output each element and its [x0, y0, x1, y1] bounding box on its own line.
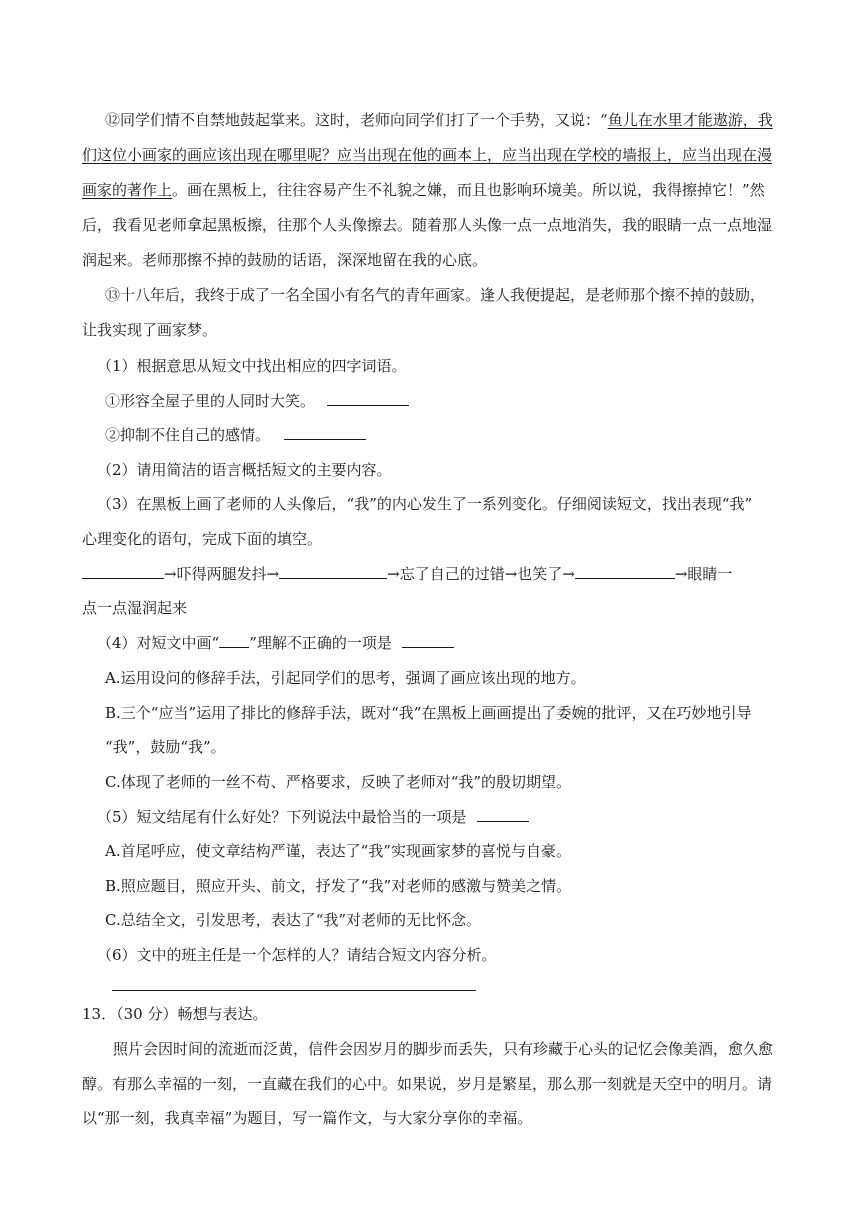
- question-5-option-c: C.总结全文，引发思考，表达了“我”对老师的无比怀念。: [105, 911, 482, 929]
- section-13-line1: 照片会因时间的流逝而泛黄，信件会因岁月的脚步而丢失，只有珍藏于心头的记忆会像美酒，愈久愈: [113, 1040, 774, 1058]
- para13-line1: ⑬十八年后，我终于成了一名全国小有名气的青年画家。逢人我便提起，是老师那个擦不掉的鼓励，: [105, 286, 766, 304]
- question-3-line1: （3）在黑板上画了老师的人头像后，“我”的内心发生了一系列变化。仔细阅读短文，找出表现“我”: [97, 495, 753, 513]
- para12-line4: 后，我看见老师拿起黑板擦，往那个人头像擦去。随着那人头像一点一点地消失，我的眼睛一点一点地湿: [82, 216, 773, 234]
- underlined-quote: 画家的著作上: [82, 181, 173, 199]
- para12-line5: 润起来。老师那擦不掉的鼓励的话语，深深地留在我的心底。: [82, 251, 488, 269]
- section-13-line3: 以“那一刻，我真幸福”为题目，写一篇作文，与大家分享你的幸福。: [82, 1109, 533, 1127]
- section-13-line2: 醇。有那么幸福的一刻，一直藏在我们的心中。如果说，岁月是繁星，那么那一刻就是天空中的明月。请: [82, 1075, 773, 1093]
- para13-line2: 让我实现了画家梦。: [82, 321, 218, 339]
- question-3-chain: →吓得两腿发抖→ →忘了自己的过错→也笑了→ →眼睛一: [82, 564, 732, 584]
- section-13-heading: 13．（30 分）畅想与表达。: [82, 1005, 268, 1023]
- question-1a: ①形容全屋子里的人同时大笑。: [105, 391, 409, 411]
- question-2: （2）请用简洁的语言概括短文的主要内容。: [97, 461, 392, 479]
- para12-line3: 画家的著作上。画在黑板上，往往容易产生不礼貌之嫌，而且也影响环境美。所以说，我得擦掉它！”然: [82, 181, 765, 199]
- question-5-option-b: B.照应题目，照应开头、前文，抒发了“我”对老师的感激与赞美之情。: [105, 877, 572, 895]
- underlined-quote: 鱼儿在水里才能遨游，我: [607, 111, 773, 129]
- answer-blank[interactable]: [279, 564, 387, 579]
- answer-blank[interactable]: [327, 391, 409, 406]
- answer-blank[interactable]: [477, 807, 529, 822]
- answer-blank[interactable]: [82, 564, 164, 579]
- inline-underline-mark: [219, 633, 249, 648]
- question-1b: ②抑制不住自己的感情。: [105, 425, 366, 445]
- question-5-option-a: A.首尾呼应，使文章结构严谨，表达了“我”实现画家梦的喜悦与自豪。: [105, 842, 571, 860]
- answer-line[interactable]: [112, 990, 476, 991]
- answer-blank[interactable]: [575, 564, 675, 579]
- question-4-option-b-line1: B.三个“应当”运用了排比的修辞手法，既对“我”在黑板上画画提出了委婉的批评，又在巧妙地引导: [105, 704, 752, 722]
- question-3-line2: 心理变化的语句，完成下面的填空。: [82, 530, 323, 548]
- underlined-quote: 们这位小画家的画应该出现在哪里呢？应当出现在他的画本上，应当出现在学校的墙报上，应当出现在漫: [82, 146, 773, 164]
- question-3-chain-end: 点一点湿润起来: [82, 599, 188, 617]
- para12-line1: ⑫同学们情不自禁地鼓起掌来。这时，老师向同学们打了一个手势，又说：“鱼儿在水里才能遨游，我: [105, 111, 773, 129]
- question-4: （4）对短文中画“ ”理解不正确的一项是: [97, 633, 454, 653]
- answer-blank[interactable]: [284, 425, 366, 440]
- question-1: （1）根据意思从短文中找出相应的四字词语。: [97, 357, 407, 375]
- question-4-option-a: A.运用设问的修辞手法，引起同学们的思考，强调了画应该出现的地方。: [105, 669, 586, 687]
- question-4-option-b-line2: “我”，鼓励“我”。: [105, 738, 226, 756]
- question-4-option-c: C.体现了老师的一丝不苟、严格要求，反映了老师对“我”的殷切期望。: [105, 773, 572, 791]
- question-5: （5）短文结尾有什么好处？下列说法中最恰当的一项是: [97, 807, 529, 827]
- answer-blank[interactable]: [402, 633, 454, 648]
- question-6: （6）文中的班主任是一个怎样的人？请结合短文内容分析。: [97, 946, 497, 964]
- para12-line2: [82, 145, 772, 165]
